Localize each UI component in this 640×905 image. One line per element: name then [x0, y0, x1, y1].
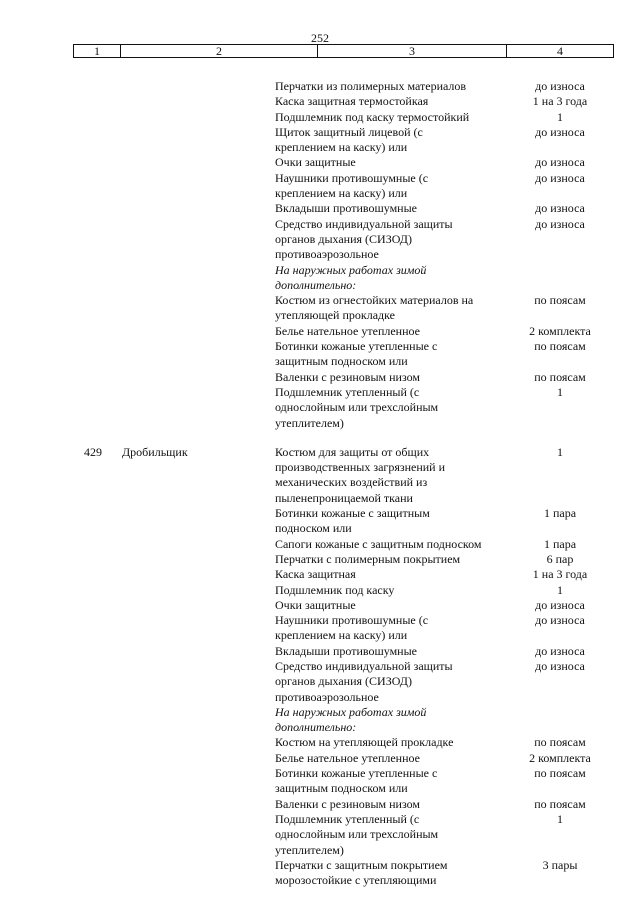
table-row	[0, 324, 640, 339]
table-row	[0, 690, 640, 705]
item-name: морозостойкие с утепляющими	[275, 873, 437, 888]
table-row	[0, 278, 640, 293]
item-norm: по поясам	[534, 293, 586, 308]
table-row	[0, 201, 640, 216]
item-name: Ботинки кожаные утепленные с	[275, 339, 438, 354]
item-name: дополнительно:	[275, 720, 357, 735]
table-row	[0, 827, 640, 842]
item-norm: до износа	[535, 155, 585, 170]
table-row	[0, 521, 640, 536]
item-name: противоаэрозольное	[275, 247, 379, 262]
table-row	[0, 94, 640, 109]
item-name: защитным подноском или	[275, 781, 408, 796]
table-row	[0, 858, 640, 873]
table-row	[0, 644, 640, 659]
item-name: Каска защитная термостойкая	[275, 94, 429, 109]
table-row	[0, 583, 640, 598]
item-name: креплением на каску) или	[275, 186, 408, 201]
item-name: защитным подноском или	[275, 354, 408, 369]
table-row	[0, 416, 640, 431]
item-norm: до износа	[535, 658, 585, 673]
table-row	[0, 475, 640, 490]
item-norm: до износа	[535, 170, 585, 185]
table-row	[0, 155, 640, 170]
item-name: Белье нательное утепленное	[275, 323, 420, 338]
item-name: На наружных работах зимой	[275, 262, 427, 277]
item-name: Перчатки с полимерным покрытием	[275, 551, 461, 566]
table-row	[0, 232, 640, 247]
item-norm: по поясам	[534, 766, 586, 781]
item-norm: до износа	[535, 79, 585, 93]
column-header-1: 1	[74, 45, 121, 58]
table-row	[0, 812, 640, 827]
item-norm: 1 на 3 года	[532, 94, 588, 109]
table-row	[0, 873, 640, 888]
table-row	[0, 491, 640, 506]
table-row	[0, 308, 640, 323]
table-row	[0, 186, 640, 201]
item-name: органов дыхания (СИЗОД)	[275, 674, 412, 689]
item-norm: 1	[557, 811, 563, 826]
item-name: Средство индивидуальной защиты	[275, 216, 453, 231]
table-row	[0, 613, 640, 628]
item-name: утеплителем)	[275, 842, 344, 857]
item-norm: 1 пара	[543, 506, 577, 521]
item-name: Очки защитные	[275, 155, 356, 170]
item-name: производственных загрязнений и	[275, 460, 446, 475]
item-name: Сапоги кожаные с защитным подноском	[275, 536, 482, 551]
table-body	[0, 79, 640, 888]
column-header-4: 4	[507, 45, 614, 58]
item-name: органов дыхания (СИЗОД)	[275, 231, 412, 246]
table-row	[0, 537, 640, 552]
item-norm: 2 комплекта	[529, 750, 591, 765]
item-name: Костюм на утепляющей прокладке	[275, 735, 454, 750]
item-norm: 1	[557, 444, 563, 459]
table-row	[0, 110, 640, 125]
table-row	[0, 370, 640, 385]
table-row	[0, 140, 640, 155]
item-name: Очки защитные	[275, 597, 356, 612]
table-row	[0, 781, 640, 796]
item-name: Костюм для защиты от общих	[275, 444, 430, 459]
item-norm: по поясам	[534, 796, 586, 811]
item-name: Валенки с резиновым низом	[275, 796, 421, 811]
table-row	[0, 385, 640, 400]
table-row	[0, 628, 640, 643]
table-row	[0, 766, 640, 781]
item-name: креплением на каску) или	[275, 140, 408, 155]
table-row	[0, 460, 640, 475]
item-norm: до износа	[535, 216, 585, 231]
item-norm: до износа	[535, 597, 585, 612]
item-name: противоаэрозольное	[275, 689, 379, 704]
item-norm: до износа	[535, 201, 585, 216]
item-name: Наушники противошумные (с	[275, 170, 429, 185]
item-name: Щиток защитный лицевой (с	[275, 124, 423, 139]
item-name: Каска защитная	[275, 567, 356, 582]
column-header-2: 2	[121, 45, 318, 58]
table-row	[0, 247, 640, 262]
item-name: Подшлемник под каску	[275, 582, 395, 597]
item-name: Перчатки с защитным покрытием	[275, 857, 448, 872]
table-row	[0, 506, 640, 521]
item-name: утеплителем)	[275, 415, 344, 430]
table-row	[0, 354, 640, 369]
item-name: дополнительно:	[275, 277, 357, 292]
item-norm: до износа	[535, 613, 585, 628]
item-name: На наружных работах зимой	[275, 704, 427, 719]
table-row	[0, 445, 640, 460]
table-row	[0, 659, 640, 674]
table-row	[0, 263, 640, 278]
item-name: Ботинки кожаные с защитным	[275, 506, 430, 521]
item-norm: 2 комплекта	[529, 323, 591, 338]
item-name: пыленепроницаемой ткани	[275, 490, 413, 505]
item-name: Подшлемник утепленный (с	[275, 384, 420, 399]
page-number: 252	[311, 31, 329, 45]
item-name: Подшлемник под каску термостойкий	[275, 109, 470, 124]
item-name: однослойным или трехслойным	[275, 827, 439, 842]
table-row	[0, 705, 640, 720]
item-norm: 6 пар	[546, 551, 574, 566]
table-row	[0, 567, 640, 582]
item-norm: 1 на 3 года	[532, 567, 588, 582]
table-row	[0, 598, 640, 613]
item-norm: по поясам	[534, 339, 586, 354]
item-name: утепляющей прокладке	[275, 308, 395, 323]
table-row	[0, 843, 640, 858]
item-norm: 3 пары	[542, 857, 578, 872]
profession-name: Дробильщик	[122, 444, 188, 459]
item-name: подноском или	[275, 521, 352, 536]
table-row	[0, 552, 640, 567]
table-row	[0, 339, 640, 354]
item-name: Валенки с резиновым низом	[275, 369, 421, 384]
item-name: механических воздействий из	[275, 475, 428, 490]
table-row	[0, 293, 640, 308]
item-name: Костюм из огнестойких материалов на	[275, 293, 474, 308]
column-header-3: 3	[318, 45, 507, 58]
table-row	[0, 720, 640, 735]
item-name: Белье нательное утепленное	[275, 750, 420, 765]
row-number: 429	[84, 444, 102, 459]
item-name: Перчатки из полимерных материалов	[275, 79, 467, 93]
table-row	[0, 674, 640, 689]
item-norm: до износа	[535, 124, 585, 139]
item-name: Ботинки кожаные утепленные с	[275, 766, 438, 781]
table-row	[0, 171, 640, 186]
item-norm: 1	[557, 582, 563, 597]
item-name: Подшлемник утепленный (с	[275, 811, 420, 826]
table-row	[0, 79, 640, 94]
column-header-row	[73, 44, 614, 58]
item-name: однослойным или трехслойным	[275, 400, 439, 415]
table-row	[0, 735, 640, 750]
item-norm: 1 пара	[543, 536, 577, 551]
item-norm: 1	[557, 109, 563, 124]
item-name: Вкладыши противошумные	[275, 201, 417, 216]
table-row	[0, 797, 640, 812]
row-spacer	[0, 431, 640, 445]
item-norm: по поясам	[534, 369, 586, 384]
item-name: Наушники противошумные (с	[275, 613, 429, 628]
item-name: Вкладыши противошумные	[275, 643, 417, 658]
item-name: креплением на каску) или	[275, 628, 408, 643]
table-row	[0, 217, 640, 232]
item-norm: по поясам	[534, 735, 586, 750]
item-norm: до износа	[535, 643, 585, 658]
table-row	[0, 400, 640, 415]
item-name: Средство индивидуальной защиты	[275, 658, 453, 673]
table-row	[0, 125, 640, 140]
table-row	[0, 751, 640, 766]
item-norm: 1	[557, 384, 563, 399]
